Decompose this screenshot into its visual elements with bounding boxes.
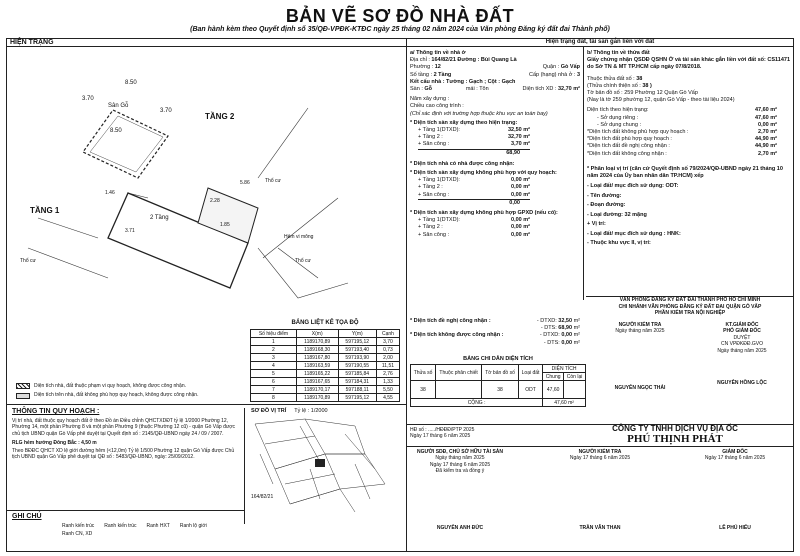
legend [16, 383, 246, 399]
legend-item-2 [16, 392, 246, 398]
house-info-title: a/ Thông tin về nhà ở [410, 50, 466, 56]
note-unit: (Chỉ xác định với trường hợp thuộc khu vực an toàn bay) [410, 110, 548, 117]
table-row: 1 1189170,89 597195,12 3,70 [251, 338, 400, 346]
dim-bottom: 8.50 [110, 128, 122, 134]
location-title: SƠ ĐỒ VỊ TRÍ [251, 408, 287, 414]
dim-b: 3.71 [125, 228, 135, 234]
table-row: CỘNG : 47,60 m² [411, 399, 586, 407]
area-label: Diện tích XD : [522, 86, 557, 93]
divider-notes [6, 510, 244, 511]
planning-text-3: Theo BĐĐC QHCT XD lệ giới đường hẻm (<12,0m) Tỷ lệ 1/500 Phường 12 quận Gò Vấp được Chủ tịch UBND quận Gò Vấp phê duyệt tại QĐ số : 5483/QĐ-UBND, ngày: 25/09/2012. [12, 447, 235, 461]
address-value: 164/82/21 Đường : Bùi Quang Là [431, 57, 517, 64]
planning-title: THÔNG TIN QUY HOẠCH : [12, 408, 100, 415]
dim-c: 2.28 [210, 198, 220, 204]
table-row: 3 1189167,80 597193,90 2,00 [251, 354, 400, 362]
table-row: 4 1189163,59 597190,55 11,51 [251, 362, 400, 370]
roof-value: mái : Tôn [465, 86, 489, 93]
page-subtitle: (Ban hành kèm theo Quyết định số 35/QĐ-VPĐK-KTĐC ngày 25 tháng 02 năm 2024 của Văn phòng Đăng ký đất đai Thành phố) [190, 26, 610, 33]
table-row: 5 1189165,22 597185,84 2,76 [251, 370, 400, 378]
ward-label: Phường : [410, 64, 434, 71]
not-recognized: * Diện tích sàn xây dựng không phù hợp GPXD (nếu có): [410, 210, 558, 217]
dim-a: 5.86 [240, 180, 250, 186]
district-label: Quận : [542, 64, 560, 71]
floor1-label: TẦNG 1 [30, 206, 60, 215]
table-row: 8 1189170,89 597195,12 4,55 [251, 394, 400, 402]
table-row: 38 38 ODT 47,60 [411, 381, 586, 399]
legend-swatch-hatch [16, 383, 30, 389]
coord-table-title: BẢNG LIỆT KÊ TỌA ĐỘ [291, 320, 359, 326]
coord-table-block [250, 320, 400, 402]
sub2-title: * Diện tích sàn xây dựng không phù hợp với quy hoạch: [410, 170, 557, 177]
coord-table-header [251, 330, 400, 338]
note-item: Ranh kiến trúc [104, 523, 137, 529]
notes-block [12, 513, 242, 538]
note-item: Ranh kiến trúc [62, 523, 95, 529]
ward-value: 12 [434, 64, 441, 71]
position-list: - Loại đất/ mục đích sử dụng: ODT: - Tên đường: - Đoạn đường: - Loại đường: 32 mặng + Vị trí: - Loại đất/ mục đích sử dụng : HNK: - Thuộc khu vực II, vị trí: [587, 183, 681, 247]
table-row: 7 1189170,17 597188,11 5,50 [251, 386, 400, 394]
legend-swatch-gray [16, 393, 30, 399]
label-hem: Hẻm vi mông [284, 234, 314, 240]
divider-right-mid [583, 46, 584, 300]
house-level-value: 3 [576, 71, 580, 78]
sub2-total: 0,00 [418, 199, 530, 207]
structure: Kết cấu nhà : Tường : Gạch ; Cột : Gạch [410, 78, 516, 85]
planning-text-1: Vị trí nhà, đất thuộc quy hoạch đất ở theo Đồ án Điều chỉnh QHCTXDĐT tỷ lệ 1/2000 Phường 12, Phường 14, một phần Phường 8 và một phần Phường 9 (thuộc Phường 12 cũ) - quận Gò Vấp được chủ tịch UBND quận Gò Vấp phê duyệt tại Quyết định số : 2145/QĐ-UBND ngày 24 / 09 / 2007. [12, 418, 235, 437]
left-section-title: HIỆN TRẠNG [10, 39, 54, 46]
legend-text-2: Diện tích trên nhà, đất không phù hợp quy hoạch, không được công nhận. [34, 392, 199, 399]
dim-right: 3.70 [160, 108, 172, 114]
page-title: BẢN VẼ SƠ ĐỒ NHÀ ĐẤT [285, 6, 515, 26]
dim-left: 3.70 [82, 96, 94, 102]
dim-d: 1.85 [220, 222, 230, 228]
divider-planning [6, 404, 406, 405]
sub1-items: + Tầng 1(DTXD): 0,00 m² + Tầng 2 : 0,00 m² + Sân công : 0,00 m² [418, 217, 530, 238]
district-value: Gò Vấp [560, 64, 580, 71]
label-thu-cu-1: Thổ cư [265, 178, 281, 184]
coord-header-y: Y(m) [338, 330, 376, 338]
legend-item-1 [16, 383, 246, 389]
structure-height: Chiều cao công trình : [410, 103, 464, 110]
divider-top-left [6, 46, 406, 47]
floor-plan-drawing [8, 48, 404, 308]
dim-top: 8.50 [125, 80, 137, 86]
house-level-label: Cấp (hạng) nhà ở : [528, 71, 576, 78]
built-items: + Tầng 1(DTXD): 32,50 m² + Tầng 2 : 32,70 m² + Sân công : 3,70 m² 68,90 [418, 127, 530, 156]
office-director: KT.GIÁM ĐỐC PHÓ GIÁM ĐỐC DUYỆT CN VPĐKĐĐ.GVO Ngày tháng năm 2025 NGUYỄN HỒNG LỘC [690, 322, 794, 386]
sign-director: GIÁM ĐỐC Ngày 17 tháng 6 năm 2025 LÊ PHÚ HIẾU [680, 449, 790, 531]
year-built: Năm xây dựng : [410, 96, 450, 103]
address-label: Địa chỉ : [410, 57, 430, 64]
company-line1: CÔNG TY TNHH DỊCH VỤ ĐỊA ỐC [612, 424, 738, 433]
sub2-items: + Tầng 1(DTXD): 0,00 m² + Tầng 2 : 0,00 m² + Sân công : 0,00 m² 0,00 [418, 177, 530, 206]
divider-signatures [406, 446, 794, 447]
floor2-label: TẦNG 2 [205, 112, 235, 121]
coord-table [250, 329, 400, 402]
office-line2: CHI NHÁNH VĂN PHÒNG ĐĂNG KÝ ĐẤT ĐAI QUẬN GÒ VẤP [618, 303, 762, 310]
office-heading [586, 297, 794, 317]
land-info: b/ Thông tin về thửa đất Giấy chứng nhận QSDĐ QSHN Ở và tài sản khác gắn liền với đất số: CS11471 do Sở TN & MT TP.HCM cấp ngày 07/8/2018. Thuộc thửa đất số : 38 (Thửa chính thiện số : 38 ) Tờ bản đồ số : 259 Phường 12 Quận Gò Vấp (Nay là tờ 259 phường 12, quận Gò Vấp - theo tài liệu 2024) Diện tích theo hiện trạng: 47,60 m² - Sở dụng riêng : 47,60 m² - Sở dụng chung : 0,00 m² *Diện tích đất không phù hợp quy hoạch : 2,70 m² *Diện tích đất phù hợp quy hoạch : 44,90 m² *Diện tích đất đề nghị công nhận : 44,90 m² *Diện tích đất không công nhận : 2,70 m² * Phân loại vị trí (căn cứ Quyết định số 79/2024/QĐ-UBND ngày 21 tháng 10 năm 2024 của Ủy ban nhân dân TP.HCM) xếp - Loại đất/ mục đích sử dụng: ODT: - Tên đường: - Đoạn đường: - Loại đường: 32 mặng + Vị trí: - Loại đất/ mục đích sử dụng : HNK: - Thuộc khu vực II, vị trí: [587, 50, 791, 249]
contract-info: HĐ số : ...../HĐĐĐ/PTP 2025 Ngày 17 tháng 6 năm 2025 [410, 427, 475, 440]
checker-name: NGUYỄN NGỌC THÁI [614, 384, 666, 391]
notes-title: GHI CHÚ [12, 513, 42, 520]
land-table-block [410, 356, 586, 407]
office-verify: PHẦN KIỂM TRA NỘI NGHIỆP [654, 310, 726, 316]
floor-label: Sàn : [410, 86, 423, 93]
position-title: * Phân loại vị trí (căn cứ Quyết định số 79/2024/QĐ-UBND ngày 21 tháng 10 năm 2024 của Ủy ban nhân dân TP.HCM) xếp [587, 165, 783, 180]
company-director-name: LÊ PHÚ HIẾU [719, 524, 751, 531]
divider-vertical [406, 38, 407, 552]
right-section-title: Hiện trạng đất, tài sản gắn liền với đất [545, 39, 655, 45]
divider-top-right [406, 46, 794, 47]
label-san-go: Sân Gỗ [108, 103, 129, 109]
coord-header-x: X(m) [296, 330, 338, 338]
land-items: Diện tích theo hiện trạng: 47,60 m² - Sở dụng riêng : 47,60 m² - Sở dụng chung : 0,00 m² *Diện tích đất không phù hợp quy hoạch : 2,70 m² *Diện tích đất phù hợp quy hoạch : 44,90 m² *Diện tích đất đề nghị công nhận : 44,90 m² *Diện tích đất không công nhận : 2,70 m² [587, 107, 777, 157]
floor1-plan [108, 188, 258, 288]
label-thu-cu-2: Thổ cư [295, 258, 311, 264]
company-name [560, 424, 790, 445]
dim-e: 1.46 [105, 190, 115, 196]
company-checker-name: TRẦN VĂN THAN [579, 524, 621, 531]
built-area-title: * Diện tích sàn xây dựng theo hiện trạng: [410, 119, 518, 126]
map-sheet: Tờ bản đồ số : 259 Phường 12 Quận Gò Vấp [587, 90, 698, 97]
land-table: Thửa số Thuộc phân chiết Tờ bản đồ số Loại đất DIỆN TÍCH Chung Còn lại 38 38 ODT 47,60 CỘNG : 47,60 m² [410, 364, 586, 407]
coord-header-point: Số hiệu điểm [251, 330, 297, 338]
floor2-plan [83, 110, 168, 178]
map-new: (Nay là tờ 259 phường 12, quận Gò Vấp - theo tài liệu 2024) [587, 97, 735, 104]
sign-checker: NGƯỜI KIỂM TRA Ngày 17 tháng 6 năm 2025 TRẦN VĂN THAN [540, 449, 660, 531]
company-line2: PHÚ THỊNH PHÁT [627, 433, 723, 445]
office-checker: NGƯỜI KIỂM TRA Ngày tháng năm 2025 NGUYỄN NGỌC THÁI [590, 322, 690, 391]
table-row: 6 1189167,65 597184,31 1,33 [251, 378, 400, 386]
label-thu-cu-3: Thổ cư [20, 258, 36, 264]
note-item: Ranh CN, XD [62, 531, 93, 538]
house-info [410, 50, 580, 239]
location-scale: Tỷ lệ : 1/2000 [294, 408, 328, 414]
land-cert: Giấy chứng nhận QSDĐ QSHN Ở và tài sản khác gắn liền với đất số: CS11471 do Sở TN & MT TP.HCM cấp ngày 07/8/2018. [587, 57, 791, 71]
built-total: 68,90 [418, 149, 530, 157]
sign-owner: NGƯỜI SDĐ, CHỦ SỞ HỮU TÀI SẢN Ngày tháng năm 2025 Ngày 17 tháng 6 năm 2025 Đã kiểm tra và đồng ý NGUYỄN ANH ĐỨC [410, 449, 510, 531]
sub1-title: * Diện tích nhà có nhà được công nhận: [410, 160, 515, 167]
notes-list [12, 523, 242, 538]
owner-name: NGUYỄN ANH ĐỨC [436, 524, 484, 531]
area-summary: * Diện tích đề nghị công nhận : - DTXD: 32,50 m² - DTS: 68,90 m² * Diện tích không được công nhận : - DTXD: 0,00 m² - DTS: 0,00 m² [410, 318, 580, 346]
floors-label: Số tầng : [410, 71, 433, 78]
office-line1: VĂN PHÒNG ĐĂNG KÝ ĐẤT ĐAI THÀNH PHỐ HỒ CHÍ MINH [619, 297, 761, 303]
note-item: Ranh HXT [146, 523, 170, 529]
land-table-title: BẢNG CHI DẪN DIỆN TÍCH [463, 356, 533, 362]
floor-value: Gỗ [424, 86, 433, 93]
legend-text-1: Diện tích nhà, đất thuộc phạm vi quy hoạch, không được công nhận. [34, 383, 187, 389]
location-map-block [244, 408, 404, 524]
director-name: NGUYỄN HỒNG LỘC [717, 380, 767, 387]
land-info-title: b/ Thông tin về thửa đất [587, 50, 650, 56]
planning-block [12, 408, 240, 460]
floors-value: 2 Tầng [433, 71, 452, 78]
coord-header-edge: Cạnh [376, 330, 399, 338]
label-hai-tang: 2 Tầng [150, 215, 169, 221]
note-item: Ranh lộ giới [179, 523, 207, 529]
planning-text-2: RLG hẻm hướng Đông Bắc : 4,50 m [12, 440, 97, 447]
area-value: 32,70 m² [557, 86, 580, 93]
location-label: 164/82/21 [251, 494, 274, 500]
table-row: 2 1189168,30 597193,40 0,73 [251, 346, 400, 354]
